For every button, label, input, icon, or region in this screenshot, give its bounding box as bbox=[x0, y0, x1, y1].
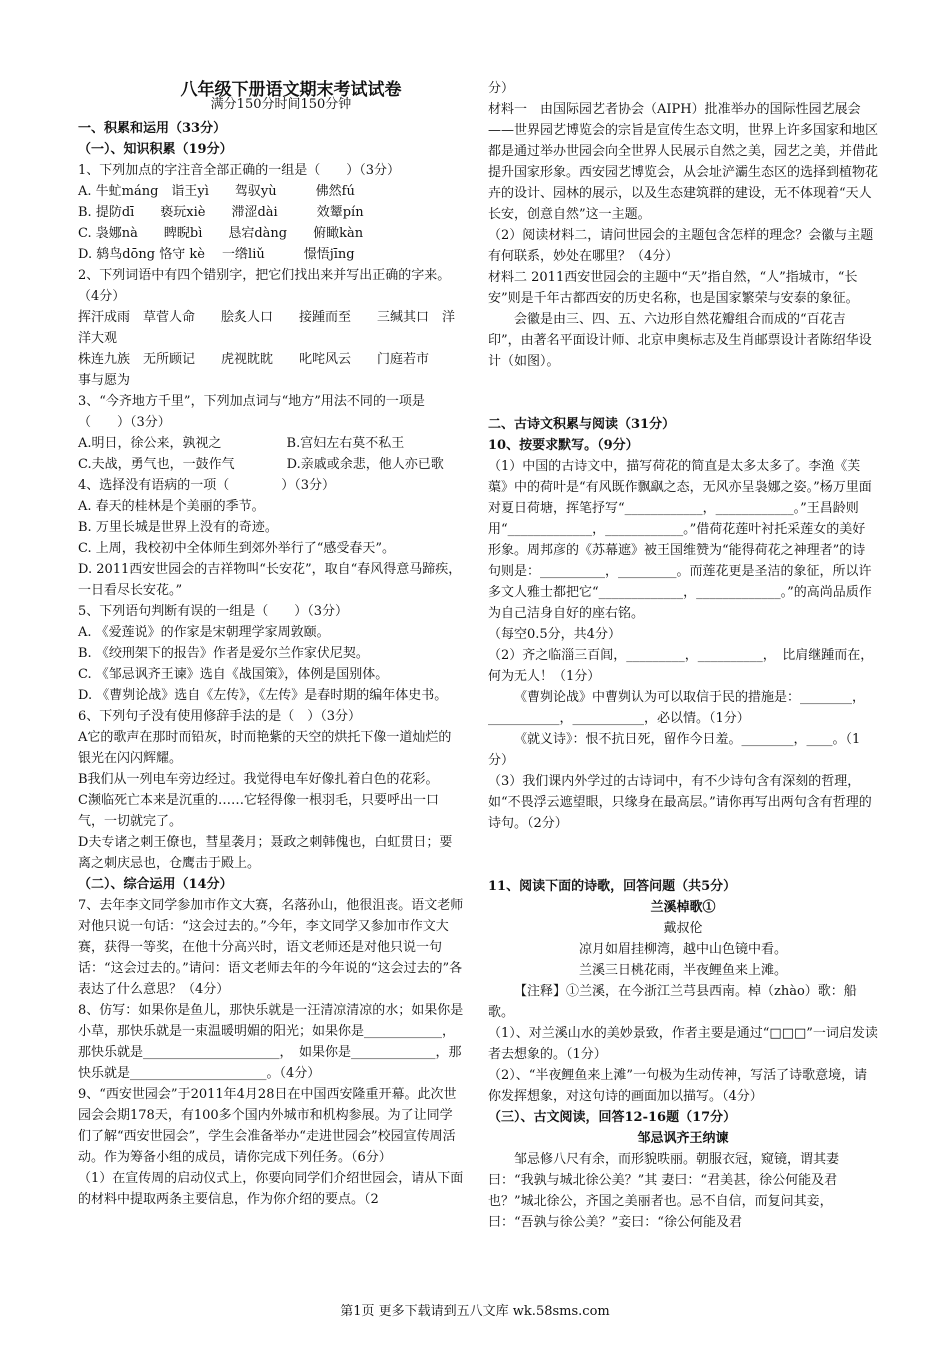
option-d: D. 2011西安世园会的吉祥物叫“长安花”，取自“春风得意马蹄疾，一日看尽长安花。” bbox=[78, 562, 462, 598]
option-d: D. 鸫鸟dōng 恪守 kè 一绺liǔ 憬悟jīng bbox=[78, 247, 355, 262]
option-a: A. 牛虻máng 诣王yì 驾驭yù 佛然fú bbox=[78, 184, 355, 199]
material-1: 材料一 由国际园艺者协会（AIPH）批准举办的国际性园艺展会——世界园艺博览会的宗旨是宣传生态文明，世界上许多国家和地区都是通过举办世园会向全世界人民展示自然之美，园艺之美，并借此提升国家形象。西安园艺博览会，从会址浐灞生态区的选择到植物花卉的设计、园林的展示，以及生态建筑群的建设，无不体现着“天人长安，创意自然”这一主题。 bbox=[488, 102, 879, 222]
question-11-1: （1）、对兰溪山水的美妙景致，作者主要是通过“□□□”一词启发读者去想象的。（1分） bbox=[488, 1026, 878, 1062]
option-d: D. 《曹刿论战》选自《左传》，《左传》是春时期的编年体史书。 bbox=[78, 688, 448, 703]
page-subtitle: 满分150分时间150分钟 bbox=[210, 97, 352, 112]
option-a: A. 《爱莲说》的作家是宋朝理学家周敦颐。 bbox=[78, 625, 330, 640]
option-a: A. 春天的桂林是个美丽的季节。 bbox=[78, 499, 265, 514]
subsection-heading: （三）、古文阅读，回答12-16题（17分） bbox=[488, 1110, 737, 1125]
passage-text: 邹忌修八尺有余，而形貌昳丽。朝服衣冠，窥镜，谓其妻曰：“我孰与城北徐公美？”其 妻曰：“君美甚，徐公何能及君也？”城北徐公，齐国之美丽者也。忌不自信，而复问其妾，曰：“吾孰与徐公美？”妾曰：“徐公何能及君 bbox=[488, 1152, 840, 1230]
question-10: 10、按要求默写。（9分） bbox=[488, 438, 639, 453]
question-9-1: （1）在宣传周的启动仪式上，你要向同学们介绍世园会，请从下面的材料中提取两条主要信息，作为你介绍的要点。（2 bbox=[78, 1171, 464, 1207]
emblem-description: 会徽是由三、四、五、六边形自然花瓣组合而成的“百花吉印”，由著名平面设计师、北京申奥标志及生肖邮票设计者陈绍华设计（如图）。 bbox=[488, 312, 872, 369]
option-b: B. 万里长城是世界上没有的奇迹。 bbox=[78, 520, 278, 535]
question-11-2: （2）、“半夜鲤鱼来上滩”一句极为生动传神，写活了诗歌意境，请你发挥想象，对这句诗的画面加以描写。（4分） bbox=[488, 1068, 868, 1104]
poem-author: 戴叔伦 bbox=[663, 921, 703, 936]
poem-line-1: 凉月如眉挂柳湾，越中山色镜中看。 bbox=[578, 942, 787, 957]
poem-line-2: 兰溪三日桃花雨，半夜鲤鱼来上滩。 bbox=[578, 963, 787, 978]
question-9: 9、“西安世园会”于2011年4月28日在中国西安隆重开幕。此次世园会会期178天，有100多个国内外城市和机构参展。为了让同学们了解“西安世园会”，学生会准备举办“走进世园会”校园宣传周活动。作为筹备小组的成员，请你完成下列任务。（6分） bbox=[78, 1087, 457, 1165]
question-4: 4、选择没有语病的一项（ ）（3分） bbox=[78, 478, 336, 493]
question-8: 8、仿写：如果你是鱼儿，那快乐就是一汪清凉清凉的水；如果你是小草，那快乐就是一束温暖明媚的阳光；如果你是____________，那快乐就是_____________________， 如果你是_____________，那快乐就是_____________________。（4分） bbox=[78, 1003, 464, 1081]
word-list-1: 挥汗成雨 草菅人命 脍炙人口 接踵而至 三缄其口 洋洋大观 bbox=[78, 310, 456, 346]
poem-note: 【注释】①兰溪，在今浙江兰芎县西南。棹（zhào）歌：船歌。 bbox=[488, 984, 857, 1020]
option-d: D夫专诸之刺王僚也，彗星袭月；聂政之刺韩傀也，白虹贯日；要离之刺庆忌也，仓鹰击于殿上。 bbox=[78, 835, 453, 871]
score-note: （每空0.5分，共4分） bbox=[488, 627, 621, 642]
page-footer: 第1页 更多下载请到五八文库 wk.58sms.com bbox=[340, 1304, 610, 1319]
subsection-heading: （一）、知识积累（19分） bbox=[78, 142, 233, 157]
material-2: 材料二 2011西安世园会的主题中“天”指自然，“人”指城市，“长安”则是千年古都西安的历史名称，也是国家繁荣与安泰的象征。 bbox=[488, 270, 859, 306]
option-b: B. 提防dī 亵玩xiè 滞涩dài 效颦pín bbox=[78, 205, 364, 220]
options-cd: C.夫战，勇气也，一鼓作气 D.亲戚或余悲，他人亦已歌 bbox=[78, 457, 444, 472]
option-c: C濒临死亡本来是沉重的……它轻得像一根羽毛，只要呼出一口气，一切就完了。 bbox=[78, 793, 439, 829]
question-5: 5、下列语句判断有误的一组是（ ）（3分） bbox=[78, 604, 349, 619]
question-10-3: （3）我们课内外学过的古诗词中，有不少诗句含有深刻的哲理，如“不畏浮云遮望眼，只缘身在最高层。”请你再写出两句含有哲理的诗句。（2分） bbox=[488, 774, 872, 831]
question-10-1: （1）中国的古诗文中，描写荷花的简直是太多太多了。李渔《芙蕖》中的荷叶是“有风既作飘飖之态，无风亦呈袅娜之姿。”杨万里面对夏日荷塘，挥笔抒写“____________，____________。”王昌龄则用“_____________，____________。”借荷花莲叶衬托采莲女的美好形象。周邦彦的《苏幕遮》被王国维赞为“能得荷花之神理者”的诗句则是：__________，_________。而莲花更是圣洁的象征，所以许多文人雅士都把它“_____________，_____________。”的高尚品质作为自己洁身自好的座右铭。 bbox=[488, 459, 872, 621]
option-b: B. 《绞刑架下的报告》作者是爱尔兰作家伏尼契。 bbox=[78, 646, 369, 661]
option-c: C. 袅娜nà 睥睨bì 恳宕dàng 俯瞰kàn bbox=[78, 226, 364, 241]
question-6: 6、下列句子没有使用修辞手法的是（ ）（3分） bbox=[78, 709, 362, 724]
right-column bbox=[488, 78, 878, 1233]
question-2: 2、下列词语中有四个错别字，把它们找出来并写出正确的字来。（4分） bbox=[78, 268, 451, 304]
question-7: 7、去年李文同学参加市作文大赛，名落孙山，他很沮丧。语文老师对他只说一句话：“这会过去的。”今年，李文同学又参加市作文大赛，获得一等奖，在他十分高兴时，语文老师还是对他只说一句话：“这会过去的。”请问：语文老师去年的今年说的“这会过去的”各表达了什么意思？（4分） bbox=[78, 898, 464, 997]
continuation: 分） bbox=[488, 81, 515, 96]
question-1: 1、下列加点的字注音全部正确的一组是（ ）（3分） bbox=[78, 163, 401, 178]
question-3: 3、“今齐地方千里”，下列加点词与“地方”用法不同的一项是（ ）（3分） bbox=[78, 394, 425, 430]
subsection-heading: （二）、综合运用（14分） bbox=[78, 877, 233, 892]
question-10-2c: 《就义诗》：恨不抗日死，留作今日羞。________，____。（1分） bbox=[488, 732, 861, 768]
question-10-2b: 《曹刿论战》中曹刿认为可以取信于民的措施是：________，___________，___________，必以情。（1分） bbox=[488, 690, 866, 726]
option-c: C. 上周，我校初中全体师生到郊外举行了“感受春天”。 bbox=[78, 541, 396, 556]
option-a: A它的歌声在那时而铅灰，时而艳紫的天空的烘托下像一道灿烂的银光在闪闪辉耀。 bbox=[78, 730, 452, 766]
left-column bbox=[78, 118, 464, 1210]
question-9-2: （2）阅读材料二，请问世园会的主题包含怎样的理念？会徽与主题有何联系，妙处在哪里？（4分） bbox=[488, 228, 874, 264]
option-b: B我们从一列电车旁边经过。我觉得电车好像扎着白色的花彩。 bbox=[78, 772, 439, 787]
question-10-2: （2）齐之临淄三百闾，_________，__________， 比肩继踵而在，何为无人！（1分） bbox=[488, 648, 874, 684]
question-11: 11、阅读下面的诗歌，回答问题（共5分） bbox=[488, 879, 737, 894]
options-ab: A.明日，徐公来，孰视之 B.宫妇左右莫不私王 bbox=[78, 436, 405, 451]
section-heading: 二、古诗文积累与阅读（31分） bbox=[488, 417, 676, 432]
option-c: C. 《邹忌讽齐王谏》选自《战国策》，体例是国别体。 bbox=[78, 667, 389, 682]
word-list-2: 株连九族 无所顾记 虎视眈眈 叱咤风云 门庭若市 事与愿为 bbox=[78, 352, 456, 388]
section-heading: 一、积累和运用（33分） bbox=[78, 121, 227, 136]
poem-title: 兰溪棹歌① bbox=[650, 900, 716, 915]
page-title: 八年级下册语文期末考试试卷 bbox=[180, 80, 402, 100]
passage-title: 邹忌讽齐王纳谏 bbox=[637, 1131, 729, 1146]
